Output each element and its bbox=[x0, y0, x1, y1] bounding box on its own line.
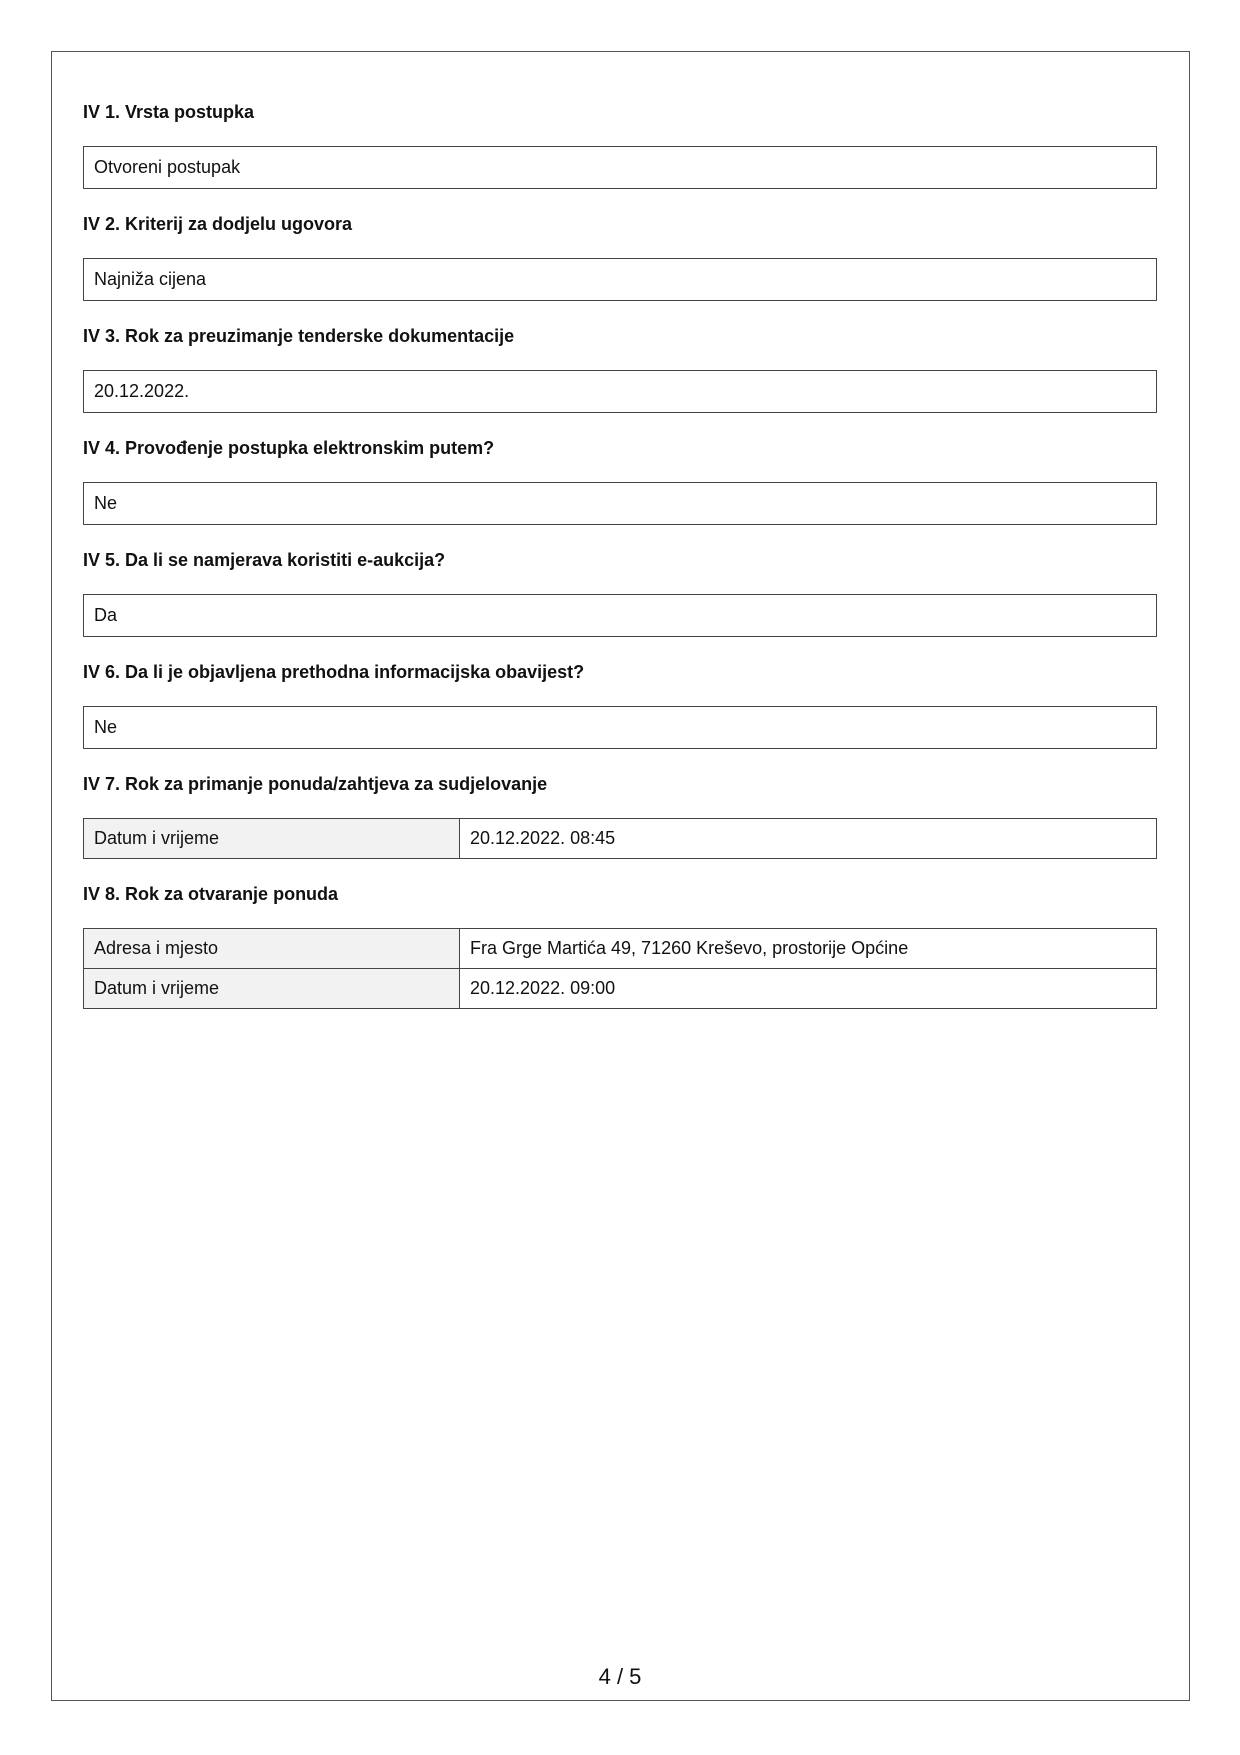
value-iv6: Ne bbox=[83, 706, 1157, 749]
page-number: 4 / 5 bbox=[598, 1664, 642, 1689]
section-heading-iv6: IV 6. Da li je objavljena prethodna informacijska obavijest? bbox=[83, 662, 585, 682]
value-iv4: Ne bbox=[83, 482, 1157, 525]
document-content bbox=[83, 100, 1157, 1032]
row-value: 20.12.2022. 08:45 bbox=[460, 819, 1157, 859]
section-heading-iv8: IV 8. Rok za otvaranje ponuda bbox=[83, 884, 339, 904]
section-heading-iv4: IV 4. Provođenje postupka elektronskim putem? bbox=[83, 438, 495, 458]
row-value: Fra Grge Martića 49, 71260 Kreševo, prostorije Općine bbox=[460, 929, 1157, 969]
value-iv5: Da bbox=[83, 594, 1157, 637]
table-row bbox=[84, 929, 1157, 969]
table-iv8 bbox=[83, 928, 1157, 1009]
value-iv1: Otvoreni postupak bbox=[83, 146, 1157, 189]
table-iv7 bbox=[83, 818, 1157, 859]
row-label: Datum i vrijeme bbox=[84, 969, 460, 1009]
section-heading-iv7: IV 7. Rok za primanje ponuda/zahtjeva za sudjelovanje bbox=[83, 774, 548, 794]
row-value: 20.12.2022. 09:00 bbox=[460, 969, 1157, 1009]
table-row bbox=[84, 819, 1157, 859]
section-heading-iv5: IV 5. Da li se namjerava koristiti e-aukcija? bbox=[83, 550, 446, 570]
section-heading-iv2: IV 2. Kriterij za dodjelu ugovora bbox=[83, 214, 353, 234]
table-row bbox=[84, 969, 1157, 1009]
value-iv3: 20.12.2022. bbox=[83, 370, 1157, 413]
row-label: Adresa i mjesto bbox=[84, 929, 460, 969]
row-label: Datum i vrijeme bbox=[84, 819, 460, 859]
section-heading-iv1: IV 1. Vrsta postupka bbox=[83, 102, 255, 122]
value-iv2: Najniža cijena bbox=[83, 258, 1157, 301]
section-heading-iv3: IV 3. Rok za preuzimanje tenderske dokumentacije bbox=[83, 326, 515, 346]
